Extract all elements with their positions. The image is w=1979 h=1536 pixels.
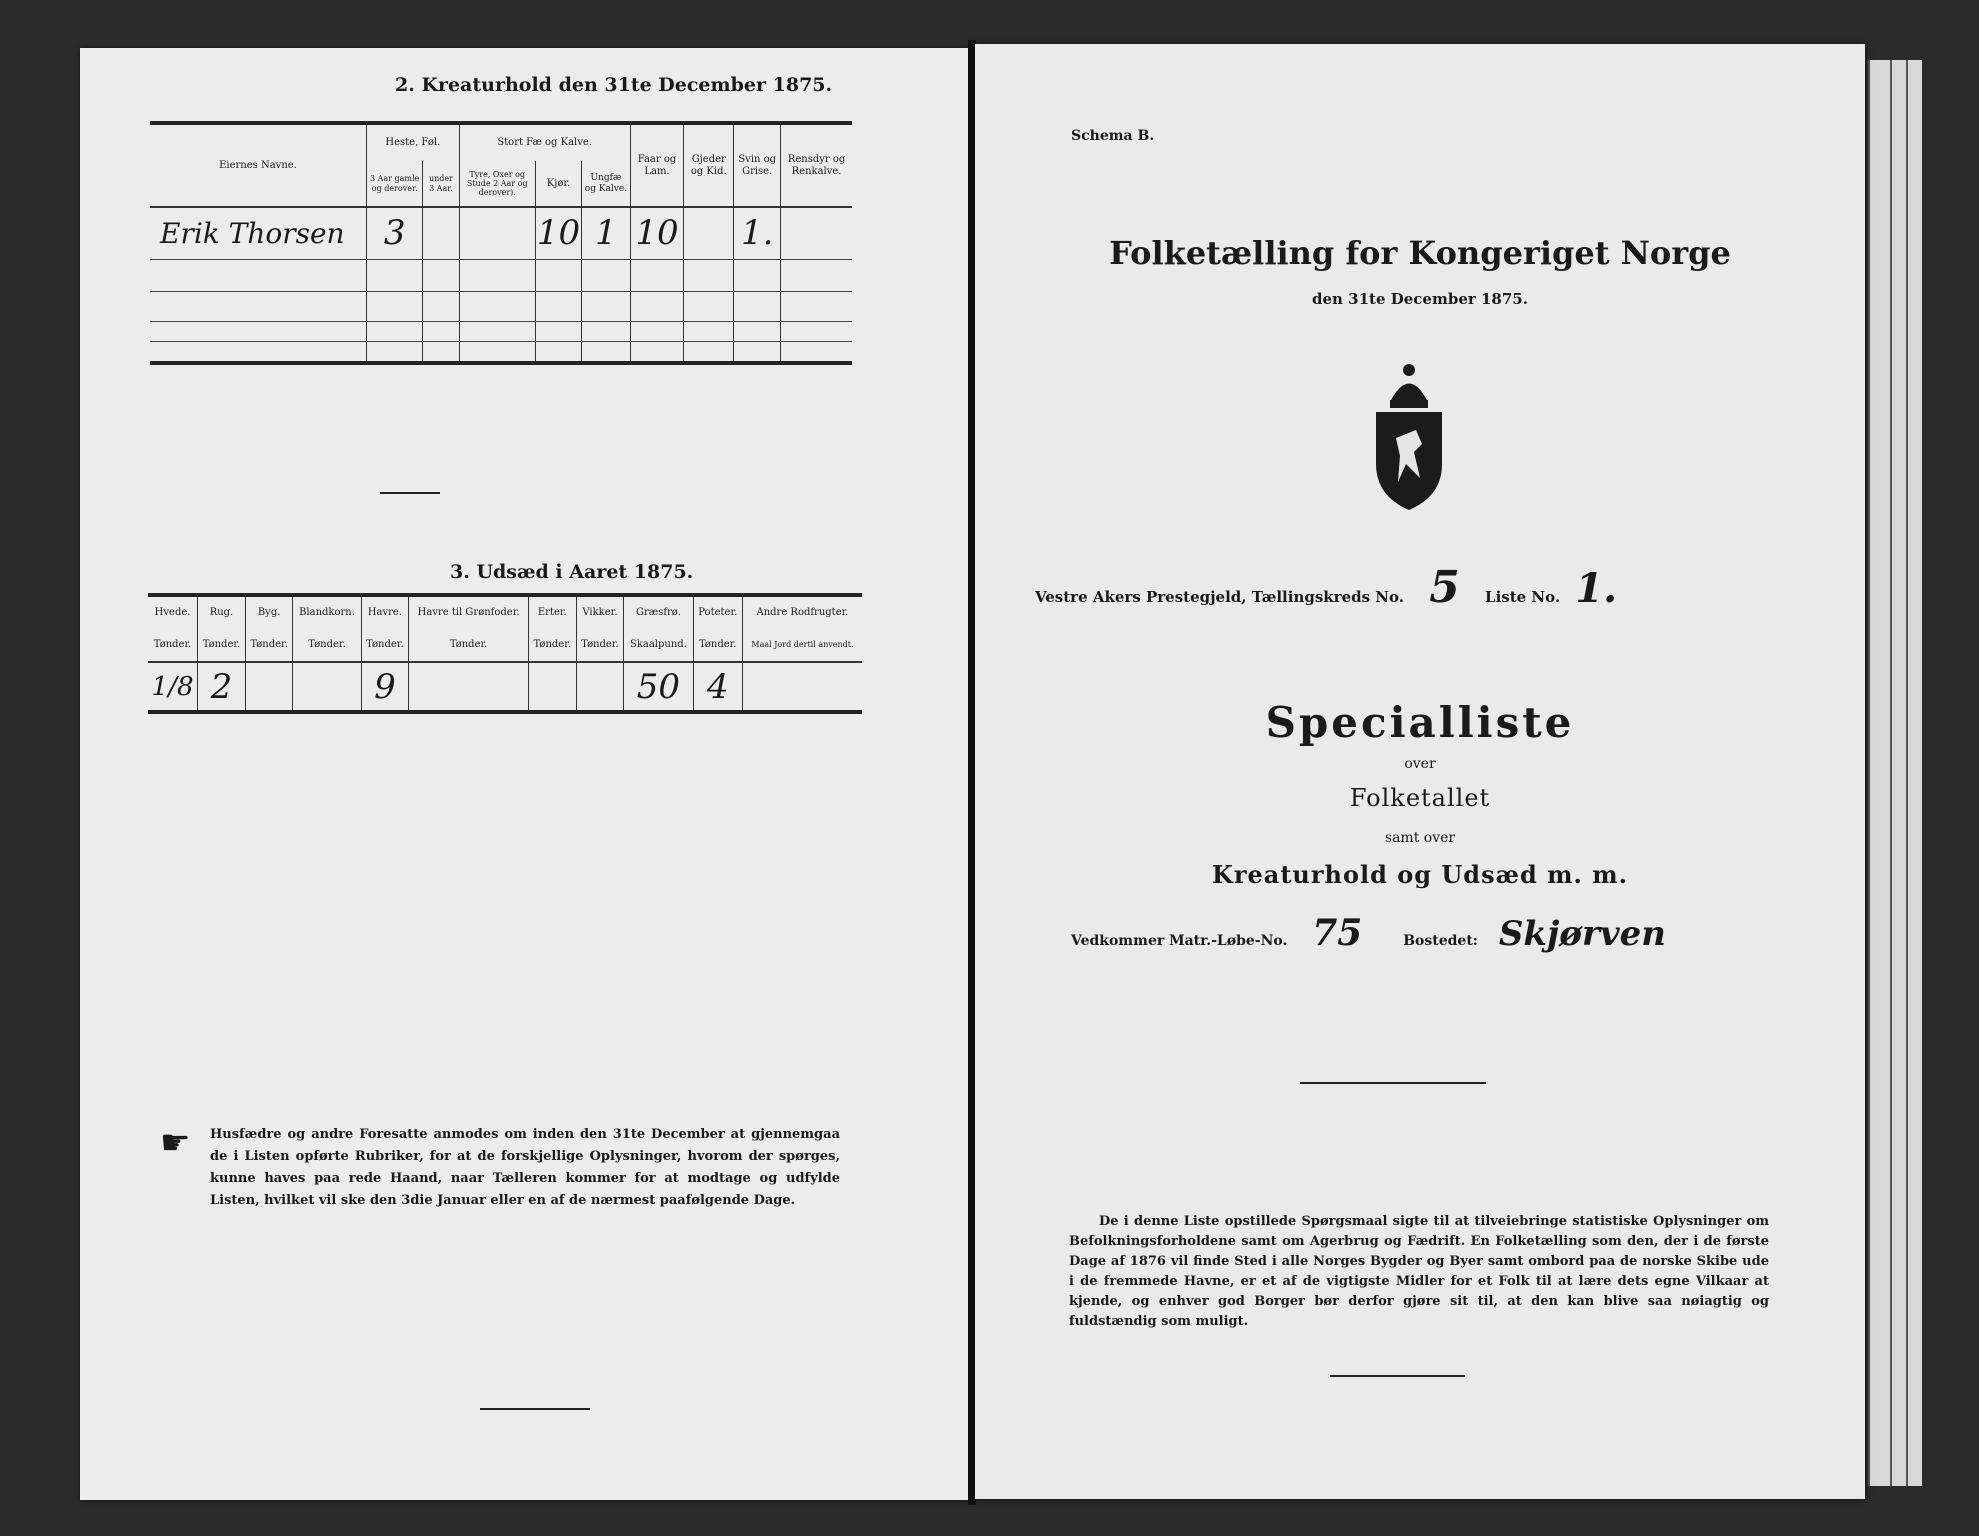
folketallet-text: Folketallet: [1349, 784, 1491, 812]
prestegjeld-label: Vestre Akers Prestegjeld, Tællingskreds No.: [1035, 588, 1404, 606]
notice-text: Husfædre og andre Foresatte anmodes om inden den 31te December at gjennemgaa de i Listen opførte Rubriker, for at de forskjellige Oplysninger, hvorom der spørges, kunne haves paa rede Haand, naar Tælleren kommer for at modtage og udfylde Listen, hvilket vil ske den 3die Januar eller en af de nærmest paafølgende Dage.: [210, 1127, 840, 1208]
form-title: Folketælling for Kongeriget Norge: [1109, 234, 1731, 272]
page-edge: [1906, 60, 1922, 1486]
seed-value: 50: [624, 662, 693, 712]
horses-3yr-value: 3: [367, 207, 423, 259]
seed-unit: Tønder.: [693, 628, 742, 662]
specialliste-heading: Specialliste: [1265, 698, 1575, 747]
seed-header: Blandkorn.: [293, 595, 361, 628]
page-edge: [1868, 60, 1892, 1486]
divider: [380, 492, 440, 494]
seed-header: Poteter.: [693, 595, 742, 628]
seed-unit: Tønder.: [528, 628, 576, 662]
seed-unit: Tønder.: [245, 628, 293, 662]
left-page: [80, 48, 970, 1500]
table-row: [150, 291, 852, 321]
form-date: den 31te December 1875.: [1312, 290, 1528, 308]
seed-value: 9: [361, 662, 409, 712]
samt-over-text: samt over: [1384, 830, 1456, 846]
seed-value: 1/8: [148, 662, 198, 712]
seed-header: Rug.: [198, 595, 246, 628]
pointing-hand-icon: ☛: [160, 1123, 191, 1163]
seed-header: Andre Rodfrugter.: [742, 595, 862, 628]
seed-header: Havre til Grønfoder.: [409, 595, 529, 628]
table-row: [150, 321, 852, 341]
footer-text: De i denne Liste opstillede Spørgsmaal sigte til at tilveiebringe statistiske Oplysninger om Befolkningsforholdene samt om Agerbrug og Fædrift. En Folketælling som den, der i de første Dage af 1876 vil finde Sted i alle Norges Bygder og Byer samt ombord paa de norske Skibe ude i de fremmede Havne, er et af de vigtigste Midler for et Folk til at lære dets egne Vilkaar at kjende, og enhver god Borger bør derfor gjøre sit til, at den kan blive saa nøiagtig og fuldstændig som muligt.: [1069, 1214, 1769, 1329]
divider: [480, 1408, 590, 1410]
goats-header: Gjeder og Kid.: [684, 123, 734, 207]
seed-unit: Tønder.: [576, 628, 624, 662]
seed-unit: Tønder.: [198, 628, 246, 662]
coat-of-arms-icon: [1360, 360, 1458, 518]
seed-header: Byg.: [245, 595, 293, 628]
seed-header: Hvede.: [148, 595, 198, 628]
liste-number: 1.: [1575, 565, 1618, 612]
seed-value: 4: [693, 662, 742, 712]
pigs-value: 1.: [734, 207, 781, 259]
table-row: [150, 259, 852, 291]
right-page: [975, 44, 1865, 1499]
horses-3yr-header: 3 Aar gamle og derover.: [367, 161, 423, 207]
seed-value: [576, 662, 624, 712]
property-line: [1071, 912, 1831, 954]
livestock-table: [150, 121, 852, 365]
sheep-value: 10: [630, 207, 683, 259]
seed-header: Havre.: [361, 595, 409, 628]
bostedet-label: Bostedet:: [1403, 933, 1478, 949]
matr-label: Vedkommer Matr.-Løbe-No.: [1071, 933, 1288, 949]
pigs-header: Svin og Grise.: [734, 123, 781, 207]
reindeer-header: Rensdyr og Renkalve.: [781, 123, 852, 207]
seed-unit: Tønder.: [361, 628, 409, 662]
seed-value: [245, 662, 293, 712]
seed-value: [528, 662, 576, 712]
section-3-title: 3. Udsæd i Aaret 1875.: [450, 561, 694, 583]
owner-header: Eiernes Navne.: [150, 123, 367, 207]
section-2-title: 2. Kreaturhold den 31te December 1875.: [395, 74, 833, 96]
cows-value: 10: [535, 207, 581, 259]
seed-unit: Tønder.: [293, 628, 361, 662]
over-text: over: [1404, 756, 1436, 772]
cows-header: Kjør.: [535, 161, 581, 207]
reindeer-value: [781, 207, 852, 259]
sheep-header: Faar og Lam.: [630, 123, 683, 207]
bostedet-value: Skjørven: [1498, 914, 1666, 954]
liste-label: Liste No.: [1485, 588, 1561, 606]
district-line: [1035, 562, 1855, 613]
seed-value: [742, 662, 862, 712]
seed-header: Græsfrø.: [624, 595, 693, 628]
young-cattle-value: 1: [582, 207, 631, 259]
seed-table: [148, 593, 862, 714]
horses-under3-value: [423, 207, 459, 259]
owner-name: Erik Thorsen: [150, 207, 367, 259]
seed-value: [409, 662, 529, 712]
seed-value: [293, 662, 361, 712]
schema-label: Schema B.: [1071, 128, 1155, 144]
kreaturhold-heading: Kreaturhold og Udsæd m. m.: [1212, 860, 1628, 889]
divider: [1300, 1082, 1486, 1084]
seed-header: Erter.: [528, 595, 576, 628]
seed-value: 2: [198, 662, 246, 712]
bulls-value: [459, 207, 535, 259]
seed-unit: Tønder.: [409, 628, 529, 662]
kreds-number: 5: [1429, 562, 1460, 613]
cattle-header: Stort Fæ og Kalve.: [459, 123, 630, 161]
seed-unit: Tønder.: [148, 628, 198, 662]
divider: [1330, 1375, 1465, 1377]
matr-number: 75: [1312, 912, 1363, 954]
goats-value: [684, 207, 734, 259]
horses-header: Heste, Føl.: [367, 123, 460, 161]
seed-header: Vikker.: [576, 595, 624, 628]
seed-unit: Skaalpund.: [624, 628, 693, 662]
seed-unit: Maal Jord dertil anvendt.: [742, 628, 862, 662]
young-cattle-header: Ungfæ og Kalve.: [582, 161, 631, 207]
table-row: [150, 341, 852, 363]
bulls-header: Tyre, Oxer og Stude 2 Aar og derover).: [459, 161, 535, 207]
horses-under3-header: under 3 Aar.: [423, 161, 459, 207]
